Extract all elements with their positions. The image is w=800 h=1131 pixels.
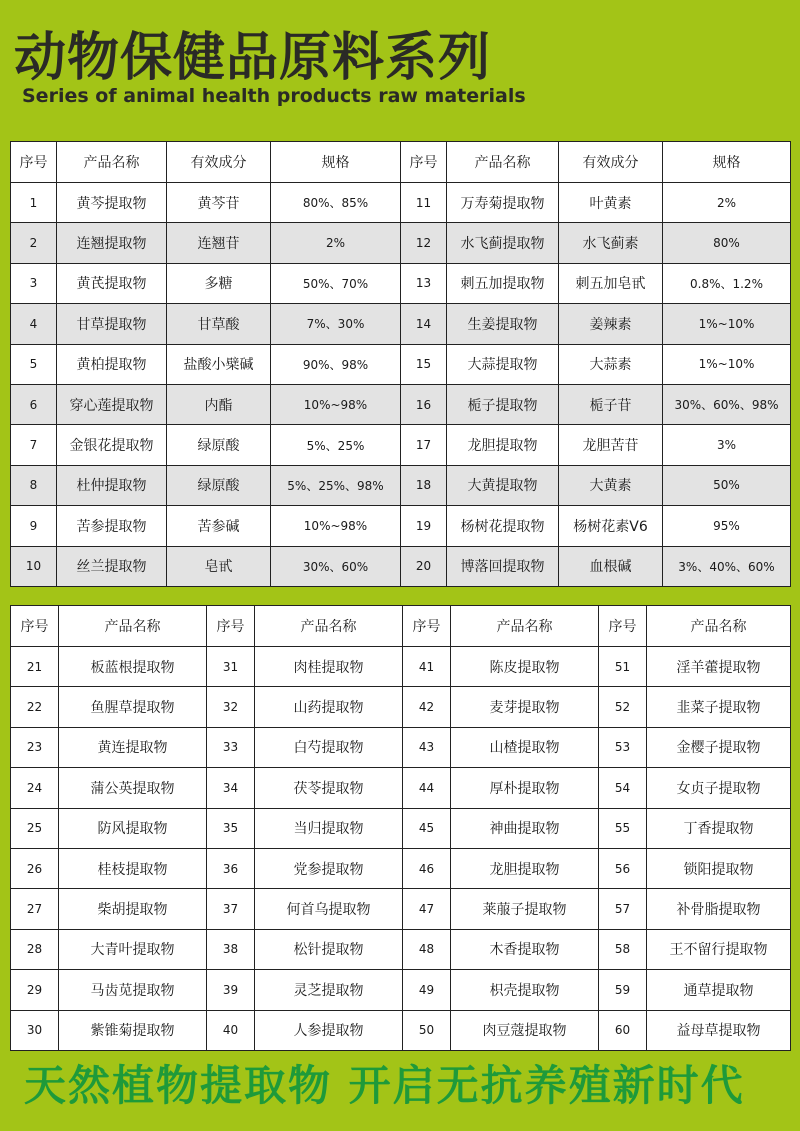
- table-cell: 45: [403, 808, 451, 848]
- table-cell: 54: [599, 768, 647, 808]
- table-row: [11, 263, 791, 303]
- table-cell: 21: [11, 647, 59, 687]
- table-cell: 4: [11, 304, 57, 344]
- table-cell: 42: [403, 687, 451, 727]
- table-cell: 丁香提取物: [647, 808, 791, 848]
- table-cell: 补骨脂提取物: [647, 889, 791, 929]
- table-cell: 5%、25%、98%: [271, 465, 401, 505]
- table-cell: 51: [599, 647, 647, 687]
- table-cell: 10: [11, 546, 57, 586]
- table-cell: 叶黄素: [559, 183, 663, 223]
- table-cell: 48: [403, 929, 451, 969]
- table-cell: 女贞子提取物: [647, 768, 791, 808]
- table-cell: 茯苓提取物: [255, 768, 403, 808]
- table-row: [11, 929, 791, 969]
- table-cell: 大黄提取物: [447, 465, 559, 505]
- table-cell: 50%、70%: [271, 263, 401, 303]
- table-row: [11, 183, 791, 223]
- table-cell: 甘草提取物: [57, 304, 167, 344]
- table-cell: 黄柏提取物: [57, 344, 167, 384]
- table-cell: 绿原酸: [167, 465, 271, 505]
- table-row: [11, 506, 791, 546]
- table-cell: 22: [11, 687, 59, 727]
- table-cell: 龙胆提取物: [451, 848, 599, 888]
- table-cell: 50: [403, 1010, 451, 1050]
- table-cell: 柴胡提取物: [59, 889, 207, 929]
- table-cell: 0.8%、1.2%: [663, 263, 791, 303]
- table-cell: 大青叶提取物: [59, 929, 207, 969]
- column-header: 产品名称: [255, 606, 403, 647]
- table-cell: 板蓝根提取物: [59, 647, 207, 687]
- table-cell: 13: [401, 263, 447, 303]
- table-cell: 41: [403, 647, 451, 687]
- table-row: [11, 727, 791, 767]
- table-cell: 28: [11, 929, 59, 969]
- table-cell: 防风提取物: [59, 808, 207, 848]
- table-cell: 23: [11, 727, 59, 767]
- table-cell: 52: [599, 687, 647, 727]
- table-cell: 莱菔子提取物: [451, 889, 599, 929]
- table-row: [11, 344, 791, 384]
- table-cell: 木香提取物: [451, 929, 599, 969]
- table-cell: 血根碱: [559, 546, 663, 586]
- table-cell: 58: [599, 929, 647, 969]
- table-cell: 枳壳提取物: [451, 970, 599, 1010]
- table-cell: 3%、40%、60%: [663, 546, 791, 586]
- column-header: 规格: [271, 142, 401, 183]
- table-row: [11, 384, 791, 424]
- table-cell: 龙胆苦苷: [559, 425, 663, 465]
- table-cell: 2: [11, 223, 57, 263]
- column-header: 序号: [599, 606, 647, 647]
- table-row: [11, 647, 791, 687]
- table-cell: 80%: [663, 223, 791, 263]
- table-cell: 肉豆蔻提取物: [451, 1010, 599, 1050]
- table-cell: 1%~10%: [663, 304, 791, 344]
- table-row: [11, 304, 791, 344]
- table-cell: 7: [11, 425, 57, 465]
- table-cell: 33: [207, 727, 255, 767]
- table-cell: 苦参碱: [167, 506, 271, 546]
- table-cell: 盐酸小檗碱: [167, 344, 271, 384]
- table-cell: 39: [207, 970, 255, 1010]
- table-cell: 金银花提取物: [57, 425, 167, 465]
- table-cell: 49: [403, 970, 451, 1010]
- table-cell: 35: [207, 808, 255, 848]
- product-table: [10, 605, 791, 1051]
- table-row: [11, 889, 791, 929]
- column-header: 序号: [403, 606, 451, 647]
- table-cell: 黄连提取物: [59, 727, 207, 767]
- table-cell: 甘草酸: [167, 304, 271, 344]
- table-cell: 17: [401, 425, 447, 465]
- table-cell: 18: [401, 465, 447, 505]
- column-header: 产品名称: [57, 142, 167, 183]
- page-title: 动物保健品原料系列: [14, 28, 492, 88]
- table-cell: 肉桂提取物: [255, 647, 403, 687]
- table-row: [11, 970, 791, 1010]
- table-row: [11, 808, 791, 848]
- table-cell: 何首乌提取物: [255, 889, 403, 929]
- footer-slogan: 天然植物提取物 开启无抗养殖新时代: [24, 1061, 745, 1110]
- table-cell: 50%: [663, 465, 791, 505]
- table-cell: 19: [401, 506, 447, 546]
- table-cell: 神曲提取物: [451, 808, 599, 848]
- column-header: 有效成分: [559, 142, 663, 183]
- table-cell: 当归提取物: [255, 808, 403, 848]
- table-cell: 皂甙: [167, 546, 271, 586]
- table-cell: 36: [207, 848, 255, 888]
- table-row: [11, 687, 791, 727]
- table-cell: 1: [11, 183, 57, 223]
- table-cell: 苦参提取物: [57, 506, 167, 546]
- table-cell: 43: [403, 727, 451, 767]
- table-cell: 40: [207, 1010, 255, 1050]
- table-cell: 绿原酸: [167, 425, 271, 465]
- column-header: 产品名称: [447, 142, 559, 183]
- table-cell: 姜辣素: [559, 304, 663, 344]
- table-cell: 25: [11, 808, 59, 848]
- table-cell: 37: [207, 889, 255, 929]
- table-cell: 蒲公英提取物: [59, 768, 207, 808]
- table-cell: 桂枝提取物: [59, 848, 207, 888]
- table-cell: 5: [11, 344, 57, 384]
- column-header: 有效成分: [167, 142, 271, 183]
- table-cell: 1%~10%: [663, 344, 791, 384]
- table-cell: 10%~98%: [271, 506, 401, 546]
- column-header: 产品名称: [647, 606, 791, 647]
- table-cell: 7%、30%: [271, 304, 401, 344]
- table-cell: 生姜提取物: [447, 304, 559, 344]
- table-cell: 24: [11, 768, 59, 808]
- table-cell: 穿心莲提取物: [57, 384, 167, 424]
- table-cell: 5%、25%: [271, 425, 401, 465]
- table-cell: 10%~98%: [271, 384, 401, 424]
- column-header: 产品名称: [451, 606, 599, 647]
- table-cell: 30%、60%: [271, 546, 401, 586]
- table-cell: 松针提取物: [255, 929, 403, 969]
- table-cell: 8: [11, 465, 57, 505]
- table-cell: 杨树花提取物: [447, 506, 559, 546]
- table-cell: 杜仲提取物: [57, 465, 167, 505]
- table-cell: 刺五加提取物: [447, 263, 559, 303]
- table-row: [11, 768, 791, 808]
- table-cell: 多糖: [167, 263, 271, 303]
- table-cell: 通草提取物: [647, 970, 791, 1010]
- table-cell: 31: [207, 647, 255, 687]
- table-cell: 刺五加皂甙: [559, 263, 663, 303]
- table-cell: 韭菜子提取物: [647, 687, 791, 727]
- table-cell: 大蒜提取物: [447, 344, 559, 384]
- table-cell: 3: [11, 263, 57, 303]
- table-cell: 马齿苋提取物: [59, 970, 207, 1010]
- table-cell: 14: [401, 304, 447, 344]
- table-cell: 15: [401, 344, 447, 384]
- table-cell: 57: [599, 889, 647, 929]
- table-cell: 水飞蓟素: [559, 223, 663, 263]
- table-cell: 6: [11, 384, 57, 424]
- table-cell: 30%、60%、98%: [663, 384, 791, 424]
- column-header: 序号: [11, 606, 59, 647]
- table-cell: 16: [401, 384, 447, 424]
- table-cell: 栀子苷: [559, 384, 663, 424]
- table-cell: 黄芩苷: [167, 183, 271, 223]
- table-cell: 灵芝提取物: [255, 970, 403, 1010]
- table-row: [11, 223, 791, 263]
- table-cell: 锁阳提取物: [647, 848, 791, 888]
- table-cell: 11: [401, 183, 447, 223]
- table-cell: 29: [11, 970, 59, 1010]
- table-cell: 20: [401, 546, 447, 586]
- table-cell: 26: [11, 848, 59, 888]
- table-cell: 万寿菊提取物: [447, 183, 559, 223]
- table-cell: 白芍提取物: [255, 727, 403, 767]
- table-cell: 46: [403, 848, 451, 888]
- table-cell: 紫锥菊提取物: [59, 1010, 207, 1050]
- table-cell: 27: [11, 889, 59, 929]
- column-header: 序号: [401, 142, 447, 183]
- table-cell: 内酯: [167, 384, 271, 424]
- table-cell: 厚朴提取物: [451, 768, 599, 808]
- table-row: [11, 848, 791, 888]
- table-cell: 95%: [663, 506, 791, 546]
- table-cell: 山药提取物: [255, 687, 403, 727]
- table-cell: 丝兰提取物: [57, 546, 167, 586]
- table-cell: 黄芩提取物: [57, 183, 167, 223]
- table-cell: 连翘苷: [167, 223, 271, 263]
- spec-table: [10, 141, 791, 587]
- table-cell: 53: [599, 727, 647, 767]
- table-cell: 山楂提取物: [451, 727, 599, 767]
- table-cell: 博落回提取物: [447, 546, 559, 586]
- table-row: [11, 1010, 791, 1050]
- table-cell: 鱼腥草提取物: [59, 687, 207, 727]
- table-cell: 连翘提取物: [57, 223, 167, 263]
- table-cell: 60: [599, 1010, 647, 1050]
- table-cell: 3%: [663, 425, 791, 465]
- table-cell: 大蒜素: [559, 344, 663, 384]
- page-subtitle: Series of animal health products raw materials: [22, 85, 526, 107]
- column-header: 规格: [663, 142, 791, 183]
- table-cell: 水飞蓟提取物: [447, 223, 559, 263]
- table-cell: 益母草提取物: [647, 1010, 791, 1050]
- table-cell: 30: [11, 1010, 59, 1050]
- table-cell: 55: [599, 808, 647, 848]
- table-row: [11, 546, 791, 586]
- table-cell: 金樱子提取物: [647, 727, 791, 767]
- table-cell: 王不留行提取物: [647, 929, 791, 969]
- table-cell: 90%、98%: [271, 344, 401, 384]
- table-cell: 44: [403, 768, 451, 808]
- table-cell: 9: [11, 506, 57, 546]
- column-header: 产品名称: [59, 606, 207, 647]
- table-cell: 12: [401, 223, 447, 263]
- table-cell: 龙胆提取物: [447, 425, 559, 465]
- table-cell: 38: [207, 929, 255, 969]
- table-header-row: [11, 606, 791, 647]
- table-cell: 大黄素: [559, 465, 663, 505]
- table-cell: 人参提取物: [255, 1010, 403, 1050]
- table-cell: 59: [599, 970, 647, 1010]
- table-cell: 2%: [663, 183, 791, 223]
- table-cell: 栀子提取物: [447, 384, 559, 424]
- table-cell: 34: [207, 768, 255, 808]
- table-header-row: [11, 142, 791, 183]
- table-row: [11, 465, 791, 505]
- table-row: [11, 425, 791, 465]
- table-cell: 陈皮提取物: [451, 647, 599, 687]
- table-cell: 56: [599, 848, 647, 888]
- table-cell: 麦芽提取物: [451, 687, 599, 727]
- column-header: 序号: [11, 142, 57, 183]
- table-cell: 杨树花素V6: [559, 506, 663, 546]
- table-cell: 黄芪提取物: [57, 263, 167, 303]
- table-cell: 2%: [271, 223, 401, 263]
- column-header: 序号: [207, 606, 255, 647]
- table-cell: 32: [207, 687, 255, 727]
- table-cell: 47: [403, 889, 451, 929]
- table-cell: 淫羊藿提取物: [647, 647, 791, 687]
- table-cell: 80%、85%: [271, 183, 401, 223]
- table-cell: 党参提取物: [255, 848, 403, 888]
